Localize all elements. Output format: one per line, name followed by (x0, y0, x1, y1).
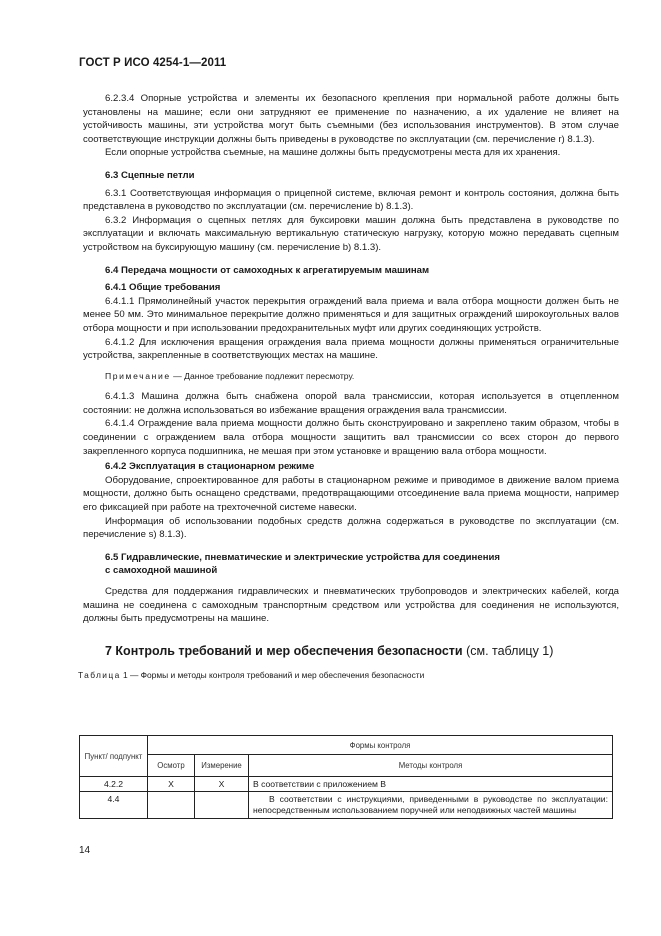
main-text (78, 92, 619, 682)
cell-method: В соответствии с приложением В (249, 777, 613, 792)
cell-item: 4.4 (80, 792, 148, 819)
section-heading-6-5-line2: с самоходной машиной (105, 565, 218, 577)
subsection-heading-6-4-1: 6.4.1 Общие требования (105, 282, 221, 294)
note (105, 370, 619, 384)
table-row (80, 792, 613, 819)
table-header-row (80, 736, 613, 755)
document-header: ГОСТ Р ИСО 4254-1—2011 (79, 57, 227, 69)
note-text: — Данное требование подлежит пересмотру. (170, 370, 355, 381)
section-7-title: 7 Контроль требований и мер обеспечения безопасности (105, 643, 463, 658)
control-methods-table (79, 735, 613, 819)
cell-item: 4.2.2 (80, 777, 148, 792)
paragraph-6411: 6.4.1.1 Прямолинейный участок перекрытия ограждений вала приема и вала отбора мощности должен быть не менее 50 мм. Это минимальное перекрытие должно применяться и для защитных ограждений широкоугольных валов отбора мощности и при использовании предохранительных муфт или других соединяющих устройств. (83, 295, 619, 334)
paragraph-632: 6.3.2 Информация о сцепных петлях для буксировки машин должна быть представлена в руководстве по эксплуатации и включать максимальную вертикальную статическую нагрузку, которую можно передавать сцепным устройством на буксирующую машину (см. перечисление b) 8.1.3). (83, 214, 619, 253)
header-measure: Измерение (195, 755, 249, 777)
paragraph-631: 6.3.1 Соответствующая информация о прицепной системе, включая ремонт и контроль состояния, должна быть представлена в руководство по эксплуатации (см. перечисление b) 8.1.3). (83, 187, 619, 213)
table-caption-label: Таблица (78, 669, 121, 680)
section-heading-6-4: 6.4 Передача мощности от самоходных к агрегатируемым машинам (105, 264, 430, 276)
table-subheader-row (80, 755, 613, 777)
section-7-table-ref: (см. таблицу 1) (462, 643, 554, 658)
section-heading-6-3: 6.3 Сцепные петли (105, 169, 195, 181)
cell-method: В соответствии с инструкциями, приведенными в руководстве по эксплуатации: непосредственным использованием поручней или неподвижных частей машины (249, 792, 613, 819)
paragraph-6414: 6.4.1.4 Ограждение вала приема мощности должно быть сконструировано и закреплено таким образом, чтобы в соединении с ограждением вала отбора мощности защитить вал трансмиссии со всех сторон до первого закрепленного корпуса подшипника, не мешая при этом установке и вращению вала отбора мощности. (83, 418, 619, 457)
table-row (80, 777, 613, 792)
section-heading-7 (105, 643, 619, 659)
header-inspect: Осмотр (148, 755, 195, 777)
header-methods: Методы контроля (249, 755, 613, 777)
paragraph-65: Средства для поддержания гидравлических и пневматических трубопроводов и электрических кабелей, когда машина не соединена с самоходным транспортным средством или устройства для соединения не используются, должны быть предусмотрены на машине. (83, 586, 619, 625)
cell-inspect (148, 792, 195, 819)
table-caption (78, 669, 619, 683)
paragraph-6412: 6.4.1.2 Для исключения вращения ограждения вала приема мощности должны применяться ограничительные устройства, закрепленные в соответствующих местах на машине. (83, 336, 619, 362)
page-number: 14 (79, 845, 91, 856)
section-heading-6-5 (105, 551, 619, 578)
paragraph-6234-storage: Если опорные устройства съемные, на машине должны быть предусмотрены места для их хранения. (105, 147, 561, 159)
section-heading-6-5-line1: 6.5 Гидравлические, пневматические и электрические устройства для соединения (105, 551, 500, 563)
subsection-heading-6-4-2: 6.4.2 Эксплуатация в стационарном режиме (105, 461, 315, 473)
table-caption-text: 1 — Формы и методы контроля требований и мер обеспечения безопасности (120, 669, 425, 680)
paragraph-642-information: Информация об использовании подобных средств должна содержаться в руководстве по эксплуатации (см. перечисление s) 8.1.3). (83, 515, 619, 541)
paragraph-6234: 6.2.3.4 Опорные устройства и элементы их безопасного крепления при нормальной работе должны быть установлены на машине; если они затрудняют ее применение по назначению, а их удаление не влияет на устойчивость машины, эти устройства могут быть съемными (без использования инструментов). В этом случае соответствующие инструкции должны быть приведены в руководстве по эксплуатации (см. перечисление r) 8.1.3). (83, 93, 619, 145)
header-item: Пункт/ подпункт (80, 736, 148, 777)
header-forms: Формы контроля (148, 736, 613, 755)
cell-inspect: X (148, 777, 195, 792)
note-label: Примечание (105, 370, 171, 381)
cell-measure: X (195, 777, 249, 792)
cell-measure (195, 792, 249, 819)
paragraph-642-equipment: Оборудование, спроектированное для работы в стационарном режиме и приводимое в движение валом приема мощности, должно быть оснащено средствами, предотвращающими отсоединение вала приема мощности, например его фиксацией при работе на трехточечной системе навески. (83, 474, 619, 514)
paragraph-6413: 6.4.1.3 Машина должна быть снабжена опорой вала трансмиссии, которая используется в отцепленном состоянии: не должна использоваться во избежание вращения ограждения вала трансмиссии. (83, 391, 619, 416)
